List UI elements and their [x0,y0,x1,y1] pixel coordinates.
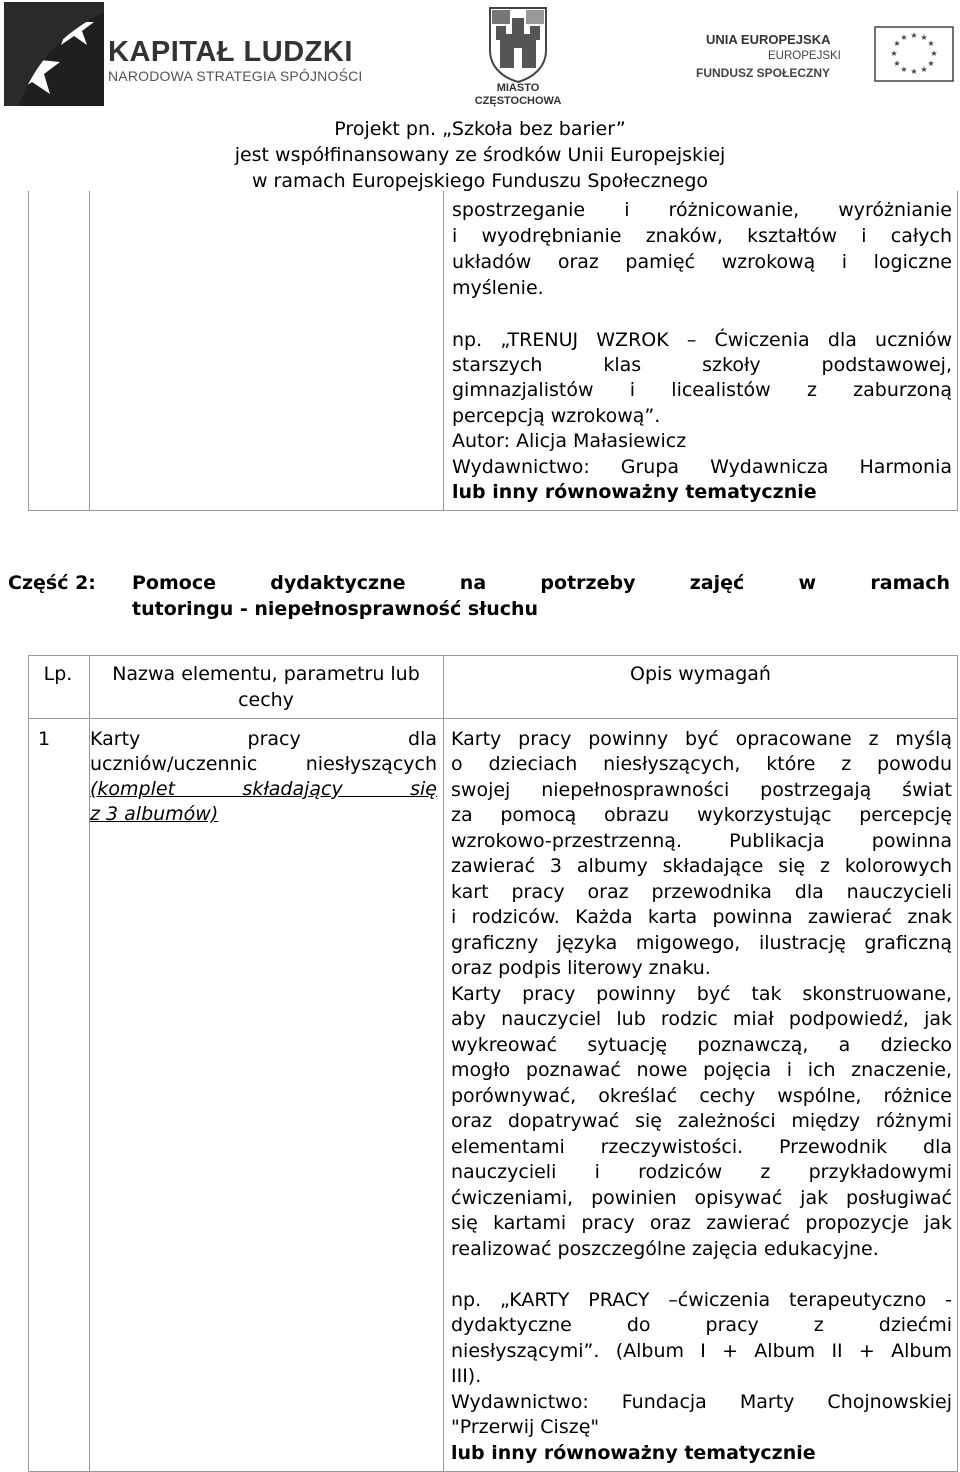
equivalent-note: lub inny równoważny tematycznie [452,481,817,503]
text-line: Karty pracy dla [90,728,437,750]
text-line: starszych klas szkoły podstawowej, [452,354,952,376]
author: Autor: Alicja Małasiewicz [452,430,687,452]
eu-fund-line2: FUNDUSZ SPOŁECZNY [696,66,831,80]
header-lp: Lp. [43,663,73,685]
city-crest-icon [466,4,570,84]
text-line: III). [451,1365,482,1387]
text-line-italic: (komplet składający się [90,778,437,800]
svg-text:★: ★ [893,59,901,68]
publisher: Wydawnictwo: Fundacja Marty Chojnowskiej [451,1391,952,1413]
kapital-ludzki-logo [0,0,363,110]
svg-text:★: ★ [920,65,928,74]
publisher-name: "Przerwij Ciszę" [451,1416,600,1438]
svg-text:★: ★ [930,49,938,58]
svg-text:★: ★ [910,31,918,40]
svg-text:★: ★ [927,59,935,68]
eu-flag-icon [874,26,954,82]
project-title: Projekt pn. „Szkoła bez barier” [334,118,626,140]
equivalent-note: lub inny równoważny tematycznie [451,1442,816,1464]
city-name-line2: CZĘSTOCHOWA [474,95,562,107]
text-line: np. „TRENUJ WZROK – Ćwiczenia dla uczniów [452,329,952,351]
text-line: spostrzeganie i różnicowanie, wyróżnianie [452,199,952,221]
column-divider [443,191,444,510]
text-line: kart pracy oraz przewodnika dla nauczycieli [451,881,952,903]
project-cofinancing: jest współfinansowany ze środków Unii Europejskiej [234,144,726,166]
text-line: ćwiczeniami, powinien opisywać jak posługiwać [451,1187,952,1209]
row-number: 1 [38,728,51,750]
text-line: swojej niepełnosprawności postrzegają świat [451,779,952,801]
text-line: niesłyszącymi”. (Album I + Album II + Album [451,1340,952,1362]
header-description: Opis wymagań [630,663,771,685]
text-line: realizować poszczególne zajęcia edukacyjne. [451,1238,879,1260]
svg-text:★: ★ [890,49,898,58]
text-line: np. „KARTY PRACY –ćwiczenia terapeutyczno - [451,1289,952,1311]
text-line: gimnazjalistów i licealistów z zaburzoną [452,379,952,401]
city-name-line1: MIASTO [496,82,540,94]
kapital-ludzki-subtitle: NARODOWA STRATEGIA SPÓJNOŚCI [108,68,363,84]
svg-text:★: ★ [900,33,908,42]
text-line: oraz podpis literowy znaku. [451,957,711,979]
column-divider [89,191,90,510]
text-line: Karty pracy powinny być opracowane z myślą [451,728,952,750]
text-line: i wyodrębnianie znaków, kształtów i całych [452,225,952,247]
text-line: zawierać 3 albumy składające się z kolorowych [451,855,952,877]
header-divider [29,718,957,719]
text-line: za pomocą obrazu wykorzystując percepcję [451,804,952,826]
text-line: percepcją wzrokową”. [452,405,661,427]
text-line: oraz dopatrywać się zależności między różnymi [451,1110,952,1132]
text-line: o dzieciach niesłyszących, które z powodu [451,753,952,775]
text-line-italic: z 3 albumów) [90,803,219,825]
text-line: wzrokowo-przestrzenną. Publikacja powinna [451,830,952,852]
text-line: mogło poznawać nowe pojęcia i ich znaczenie, [451,1059,952,1081]
kapital-ludzki-emblem [4,2,104,106]
text-line: nauczycieli i rodziców z przykładowymi [451,1161,952,1183]
publisher: Wydawnictwo: Grupa Wydawnicza Harmonia [452,456,952,478]
text-line: dydaktyczne do pracy z dziećmi [451,1314,952,1336]
svg-text:★: ★ [900,65,908,74]
section-number: Część 2: [8,572,96,594]
project-fund: w ramach Europejskiego Funduszu Społecznego [251,170,709,192]
section-title-line1: Pomoce dydaktyczne na potrzeby zajęć w ramach [132,572,950,594]
section-title-line2: tutoringu - niepełnosprawność słuchu [132,598,539,620]
text-line: i rodziców. Każda karta powinna zawierać znak [451,906,952,928]
svg-text:★: ★ [893,39,901,48]
text-line: porównywać, określać cechy wspólne, różnice [451,1085,952,1107]
header-name-line1: Nazwa elementu, parametru lub [112,663,420,685]
kapital-ludzki-title: KAPITAŁ LUDZKI [108,36,353,68]
eu-fund-line1: EUROPEJSKI [768,50,841,62]
svg-text:★: ★ [920,33,928,42]
text-line: się kartami pracy oraz zawierać propozycje jak [451,1212,952,1234]
text-line: myślenie. [452,277,544,299]
eu-title: UNIA EUROPEJSKA [706,32,831,47]
text-line: elementami rzeczywistości. Przewodnik dla [451,1136,952,1158]
text-line: Karty pracy powinny być tak skonstruowane, [451,983,952,1005]
text-line: wykreować sytuację poznawczą, a dziecko [451,1034,952,1056]
czestochowa-logo [466,4,570,108]
svg-text:★: ★ [910,67,918,76]
text-line: aby nauczyciel lub rodzic miał podpowiedź, jak [451,1008,952,1030]
svg-text:★: ★ [927,39,935,48]
text-line: układów oraz pamięć wzrokową i logiczne [452,251,952,273]
header-name-line2: cechy [238,689,294,711]
text-line: graficzny języka migowego, ilustrację graficzną [451,932,952,954]
eu-logo [696,26,960,86]
column-divider [443,656,444,1471]
text-line: uczniów/uczennic niesłyszących [90,753,437,775]
